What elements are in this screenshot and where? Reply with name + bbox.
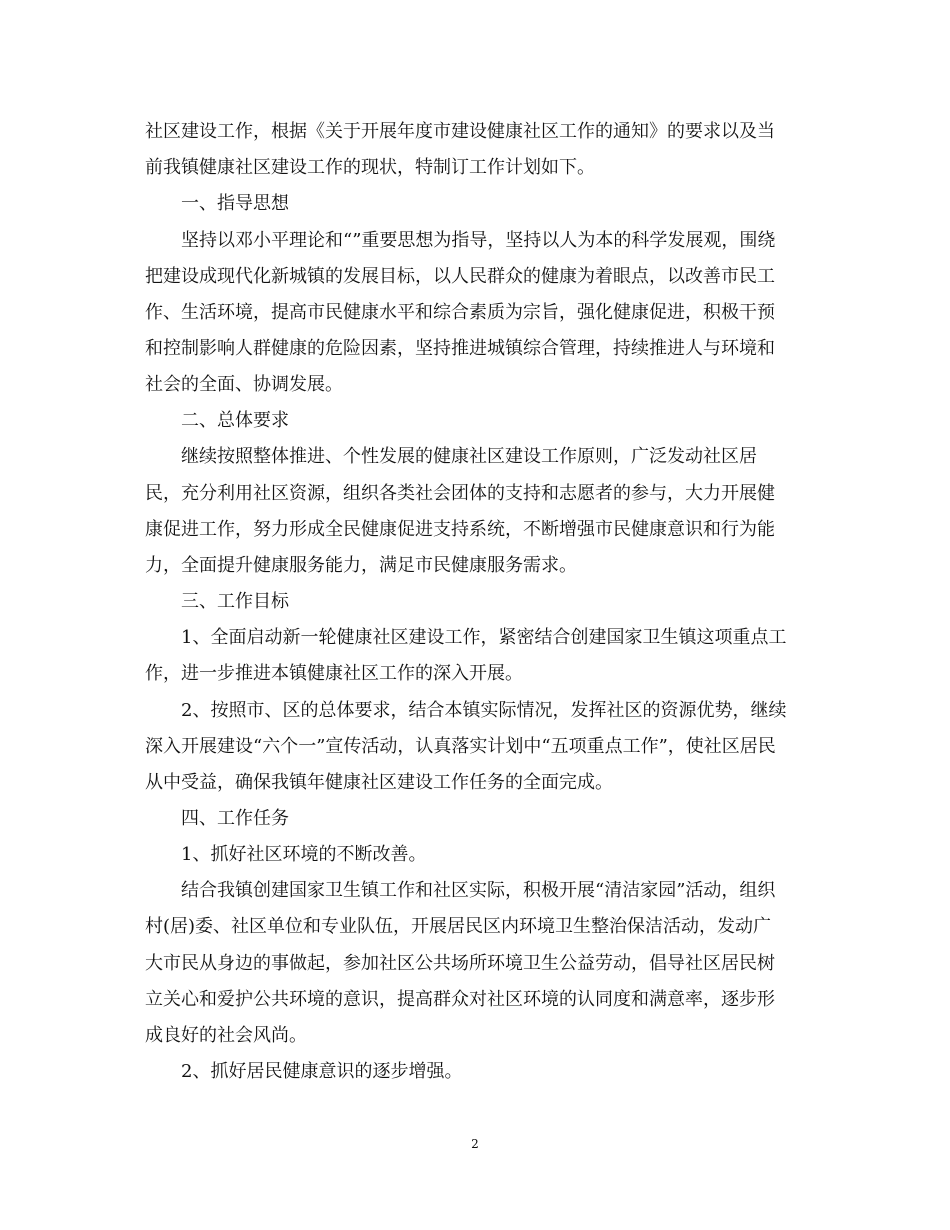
page-number: 2 [471,1137,479,1151]
text-line: 力，全面提升健康服务能力，满足市民健康服务需求。 [145,555,577,576]
section-heading: 三、工作目标 [181,591,289,612]
text-line: 和控制影响人群健康的危险因素，坚持推进城镇综合管理，持续推进人与环境和 [145,338,775,359]
text-line: 作，进一步推进本镇健康社区工作的深入开展。 [145,663,523,684]
text-line: 前我镇健康社区建设工作的现状，特制订工作计划如下。 [145,157,595,178]
text-line: 成良好的社会风尚。 [145,1025,307,1046]
text-line: 2、按照市、区的总体要求，结合本镇实际情况，发挥社区的资源优势，继续 [181,700,787,721]
text-line: 民，充分利用社区资源，组织各类社会团体的支持和志愿者的参与，大力开展健 [145,483,775,504]
text-line: 从中受益，确保我镇年健康社区建设工作任务的全面完成。 [145,772,613,793]
text-line: 作、生活环境，提高市民健康水平和综合素质为宗旨，强化健康促进，积极干预 [145,302,775,323]
text-line: 村(居)委、社区单位和专业队伍，开展居民区内环境卫生整治保洁活动，发动广 [145,916,772,937]
section-heading: 一、指导思想 [181,193,289,214]
text-line: 立关心和爱护公共环境的意识，提高群众对社区环境的认同度和满意率，逐步形 [145,989,775,1010]
section-heading: 四、工作任务 [181,808,289,829]
text-line: 2、抓好居民健康意识的逐步增强。 [181,1061,463,1082]
text-line: 1、抓好社区环境的不断改善。 [181,844,427,865]
section-heading: 二、总体要求 [181,410,289,431]
text-line: 结合我镇创建国家卫生镇工作和社区实际，积极开展“清洁家园”活动，组织 [181,880,776,901]
text-line: 坚持以邓小平理论和“”重要思想为指导，坚持以人为本的科学发展观，围绕 [181,230,776,251]
text-line: 社会的全面、协调发展。 [145,374,343,395]
text-line: 社区建设工作，根据《关于开展年度市建设健康社区工作的通知》的要求以及当 [145,121,775,142]
text-line: 1、全面启动新一轮健康社区建设工作，紧密结合创建国家卫生镇这项重点工 [181,627,787,648]
text-line: 把建设成现代化新城镇的发展目标，以人民群众的健康为着眼点，以改善市民工 [145,266,775,287]
text-line: 康促进工作，努力形成全民健康促进支持系统，不断增强市民健康意识和行为能 [145,519,775,540]
text-line: 深入开展建设“六个一”宣传活动，认真落实计划中“五项重点工作”，使社区居民 [145,736,776,757]
text-line: 大市民从身边的事做起，参加社区公共场所环境卫生公益劳动，倡导社区居民树 [145,953,775,974]
text-line: 继续按照整体推进、个性发展的健康社区建设工作原则，广泛发动社区居 [181,446,757,467]
